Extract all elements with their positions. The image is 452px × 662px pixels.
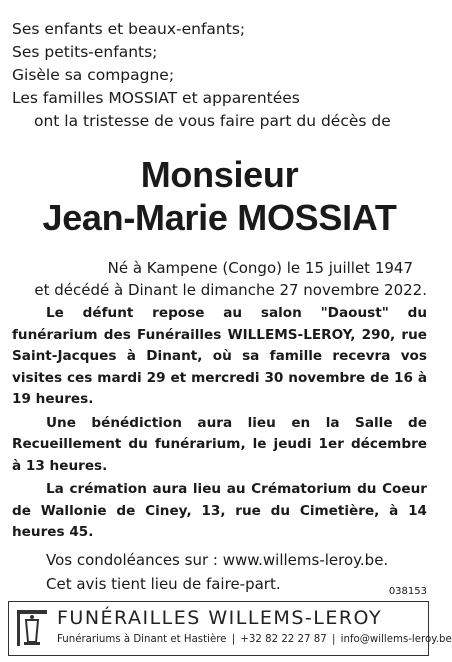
notice-text: Cet avis tient lieu de faire-part. bbox=[46, 574, 281, 593]
company-email: info@willems-leroy.be bbox=[340, 634, 452, 645]
family-line: Ses petits-enfants; bbox=[12, 43, 158, 61]
death-line: et décédé à Dinant le dimanche 27 novembre 2022. bbox=[34, 281, 427, 299]
announcement-text: ont la tristesse de vous faire part du décès de bbox=[34, 112, 391, 130]
deceased-name: Jean-Marie MOSSIAT bbox=[42, 197, 397, 238]
family-line: Les familles MOSSIAT et apparentées bbox=[12, 89, 300, 107]
separator: | bbox=[231, 634, 236, 645]
funeral-home-logo-icon bbox=[14, 606, 54, 650]
paragraph-cremation: La crémation aura lieu au Crématorium du Coeur de Wallonie de Ciney, 13, rue du Cimetière, à 14 heures 45. bbox=[12, 481, 427, 540]
company-contact bbox=[57, 633, 452, 647]
deceased-name-block bbox=[12, 153, 427, 239]
company-name: FUNÉRAILLES WILLEMS-LEROY bbox=[57, 607, 383, 629]
birth-death-info bbox=[12, 257, 427, 301]
company-phone: +32 82 22 27 87 bbox=[240, 634, 327, 645]
paragraph-repose: Le défunt repose au salon "Daoust" du funérarium des Funérailles WILLEMS-LEROY, 290, rue Saint-Jacques à Dinant, où sa famille recevra vos visites ces mardi 29 et mercredi 30 novembre de 16 à 19 heures. bbox=[12, 305, 427, 407]
paragraph-blessing: Une bénédiction aura lieu en la Salle de Recueillement du funérarium, le jeudi 1er décembre à 13 heures. bbox=[12, 414, 427, 474]
separator: | bbox=[331, 634, 336, 645]
condolences-text: Vos condoléances sur : www.willems-leroy.be. bbox=[46, 550, 389, 569]
birth-line: Né à Kampene (Congo) le 15 juillet 1947 bbox=[107, 259, 413, 277]
family-line: Ses enfants et beaux-enfants; bbox=[12, 20, 246, 38]
company-subtitle: Funérariums à Dinant et Hastière bbox=[57, 634, 227, 645]
funeral-home-banner bbox=[8, 601, 452, 656]
reference-number: 038153 bbox=[388, 586, 427, 597]
family-line: Gisèle sa compagne; bbox=[12, 66, 175, 84]
deceased-title: Monsieur bbox=[140, 154, 299, 195]
